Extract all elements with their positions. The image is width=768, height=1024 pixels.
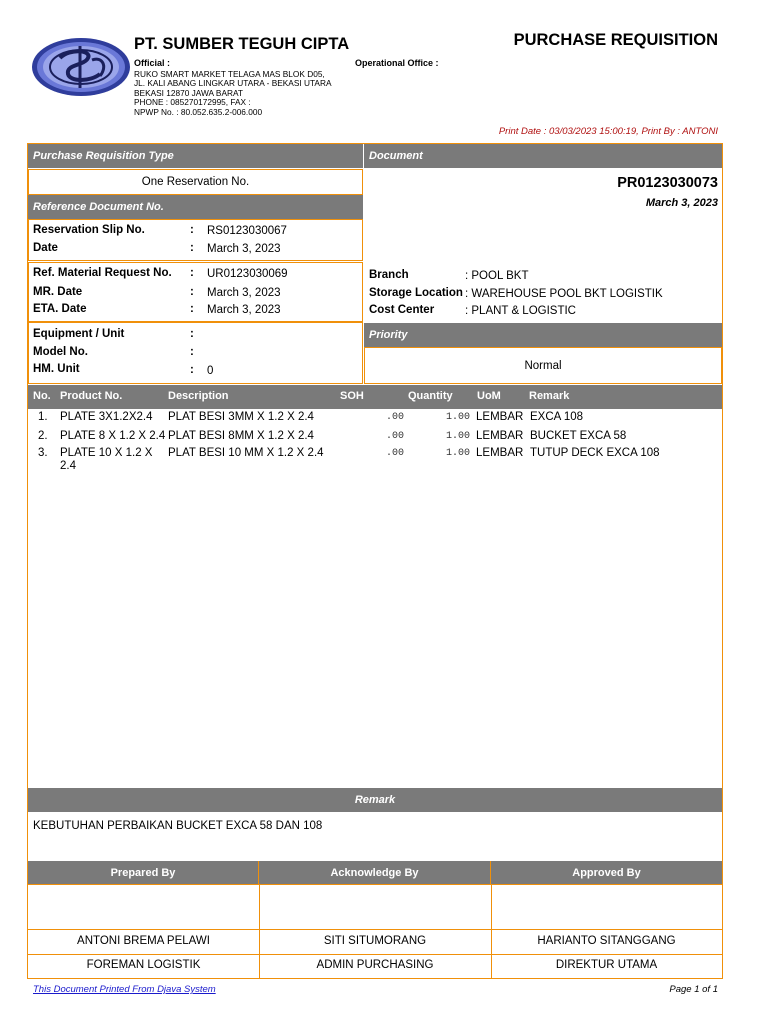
col-no-header: No. [33, 390, 51, 402]
document-header: Document [364, 144, 722, 168]
address-line: NPWP No. : 80.052.635.2-006.000 [134, 106, 263, 117]
item-remark: BUCKET EXCA 58 [530, 430, 627, 442]
acknowledge-by-name: SITI SITUMORANG [323, 935, 427, 947]
item-description: PLAT BESI 3MM X 1.2 X 2.4 [168, 411, 314, 423]
hm-unit-value: 0 [207, 365, 214, 377]
signature-line [27, 929, 723, 930]
acknowledge-by-position: ADMIN PURCHASING [316, 959, 434, 971]
company-name: PT. SUMBER TEGUH CIPTA [134, 35, 350, 53]
approved-by-position: DIREKTUR UTAMA [555, 959, 658, 971]
date-value: March 3, 2023 [207, 243, 281, 255]
cost-center-label: Cost Center [369, 304, 435, 316]
date-label: Date [33, 242, 58, 254]
remark-header: Remark [28, 788, 722, 812]
items-header-bar [28, 385, 722, 409]
col-quantity-header: Quantity [408, 390, 453, 402]
item-product: PLATE 3X1.2X2.4 [60, 411, 153, 423]
colon: : [190, 328, 194, 340]
pr-type-value: One Reservation No. [28, 169, 363, 195]
document-number: PR0123030073 [617, 175, 718, 191]
address-line: JL. KALI ABANG LINGKAR UTARA - BEKASI UTARA [134, 78, 332, 89]
remark-text: KEBUTUHAN PERBAIKAN BUCKET EXCA 58 DAN 108 [33, 820, 323, 832]
item-product: PLATE 10 X 1.2 X 2.4 [60, 447, 153, 472]
item-no: 1. [38, 411, 48, 423]
branch-value: : POOL BKT [465, 270, 529, 282]
document-title: PURCHASE REQUISITION [513, 31, 718, 49]
col-uom-header: UoM [477, 390, 501, 402]
company-address [134, 70, 332, 117]
reservation-slip-label: Reservation Slip No. [33, 224, 145, 236]
mr-date-label: MR. Date [33, 286, 83, 298]
item-no: 2. [38, 430, 48, 442]
storage-location-label: Storage Location [369, 287, 463, 299]
page-number: Page 1 of 1 [669, 984, 718, 995]
item-description: PLAT BESI 8MM X 1.2 X 2.4 [168, 430, 314, 442]
item-remark: EXCA 108 [530, 411, 584, 423]
priority-header: Priority [364, 323, 722, 347]
equipment-unit-label: Equipment / Unit [33, 328, 125, 340]
eta-date-label: ETA. Date [33, 303, 87, 315]
address-line: BEKASI 12870 JAWA BARAT [134, 87, 243, 98]
approved-by-header: Approved By [572, 867, 641, 879]
acknowledge-by-header: Acknowledge By [259, 861, 491, 885]
storage-location-value: : WAREHOUSE POOL BKT LOGISTIK [465, 288, 663, 300]
item-soh: .00 [386, 431, 405, 442]
prepared-by-header: Prepared By [28, 861, 259, 885]
address-line: RUKO SMART MARKET TELAGA MAS BLOK D05, [134, 69, 325, 79]
item-uom: LEMBAR [476, 447, 524, 459]
item-soh: .00 [386, 412, 405, 423]
col-soh-header: SOH [340, 390, 364, 402]
operational-office-label: Operational Office : [355, 58, 439, 68]
document-date: March 3, 2023 [645, 197, 718, 209]
col-remark-header: Remark [529, 390, 570, 402]
item-quantity: 1.00 [446, 431, 471, 442]
colon: : [190, 224, 194, 236]
official-label: Official : [134, 58, 171, 68]
address-line: PHONE : 085270172995, FAX : [134, 97, 251, 108]
item-quantity: 1.00 [446, 412, 471, 423]
signature-line [27, 954, 723, 955]
cost-center-value: : PLANT & LOGISTIC [465, 305, 576, 317]
mr-date-value: March 3, 2023 [207, 287, 281, 299]
company-logo [30, 36, 132, 98]
reference-header: Reference Document No. [28, 195, 363, 219]
item-product: PLATE 8 X 1.2 X 2.4 [60, 430, 166, 442]
eta-date-value: March 3, 2023 [207, 304, 281, 316]
material-request-label: Ref. Material Request No. [33, 267, 172, 279]
colon: : [190, 267, 194, 279]
colon: : [190, 303, 194, 315]
item-no: 3. [38, 447, 48, 459]
col-product-header: Product No. [60, 390, 123, 402]
item-uom: LEMBAR [476, 411, 524, 423]
model-no-label: Model No. [33, 346, 88, 358]
approved-by-name: HARIANTO SITANGGANG [537, 935, 676, 947]
hm-unit-label: HM. Unit [33, 363, 80, 375]
print-info: Print Date : 03/03/2023 15:00:19, Print By : ANTONI [498, 126, 718, 137]
colon: : [190, 242, 194, 254]
prepared-by-name: ANTONI BREMA PELAWI [77, 935, 210, 947]
priority-value: Normal [364, 347, 722, 384]
material-request-value: UR0123030069 [207, 268, 288, 280]
item-soh: .00 [386, 448, 405, 459]
branch-label: Branch [369, 269, 409, 281]
colon: : [190, 286, 194, 298]
item-remark: TUTUP DECK EXCA 108 [530, 447, 660, 459]
item-description: PLAT BESI 10 MM X 1.2 X 2.4 [168, 447, 324, 459]
reservation-slip-value: RS0123030067 [207, 225, 287, 237]
item-quantity: 1.00 [446, 448, 471, 459]
colon: : [190, 364, 194, 376]
pr-type-header: Purchase Requisition Type [28, 144, 363, 168]
prepared-by-position: FOREMAN LOGISTIK [86, 959, 201, 971]
col-description-header: Description [168, 390, 229, 402]
item-uom: LEMBAR [476, 430, 524, 442]
colon: : [190, 346, 194, 358]
system-link[interactable]: This Document Printed From Djava System [33, 984, 216, 995]
